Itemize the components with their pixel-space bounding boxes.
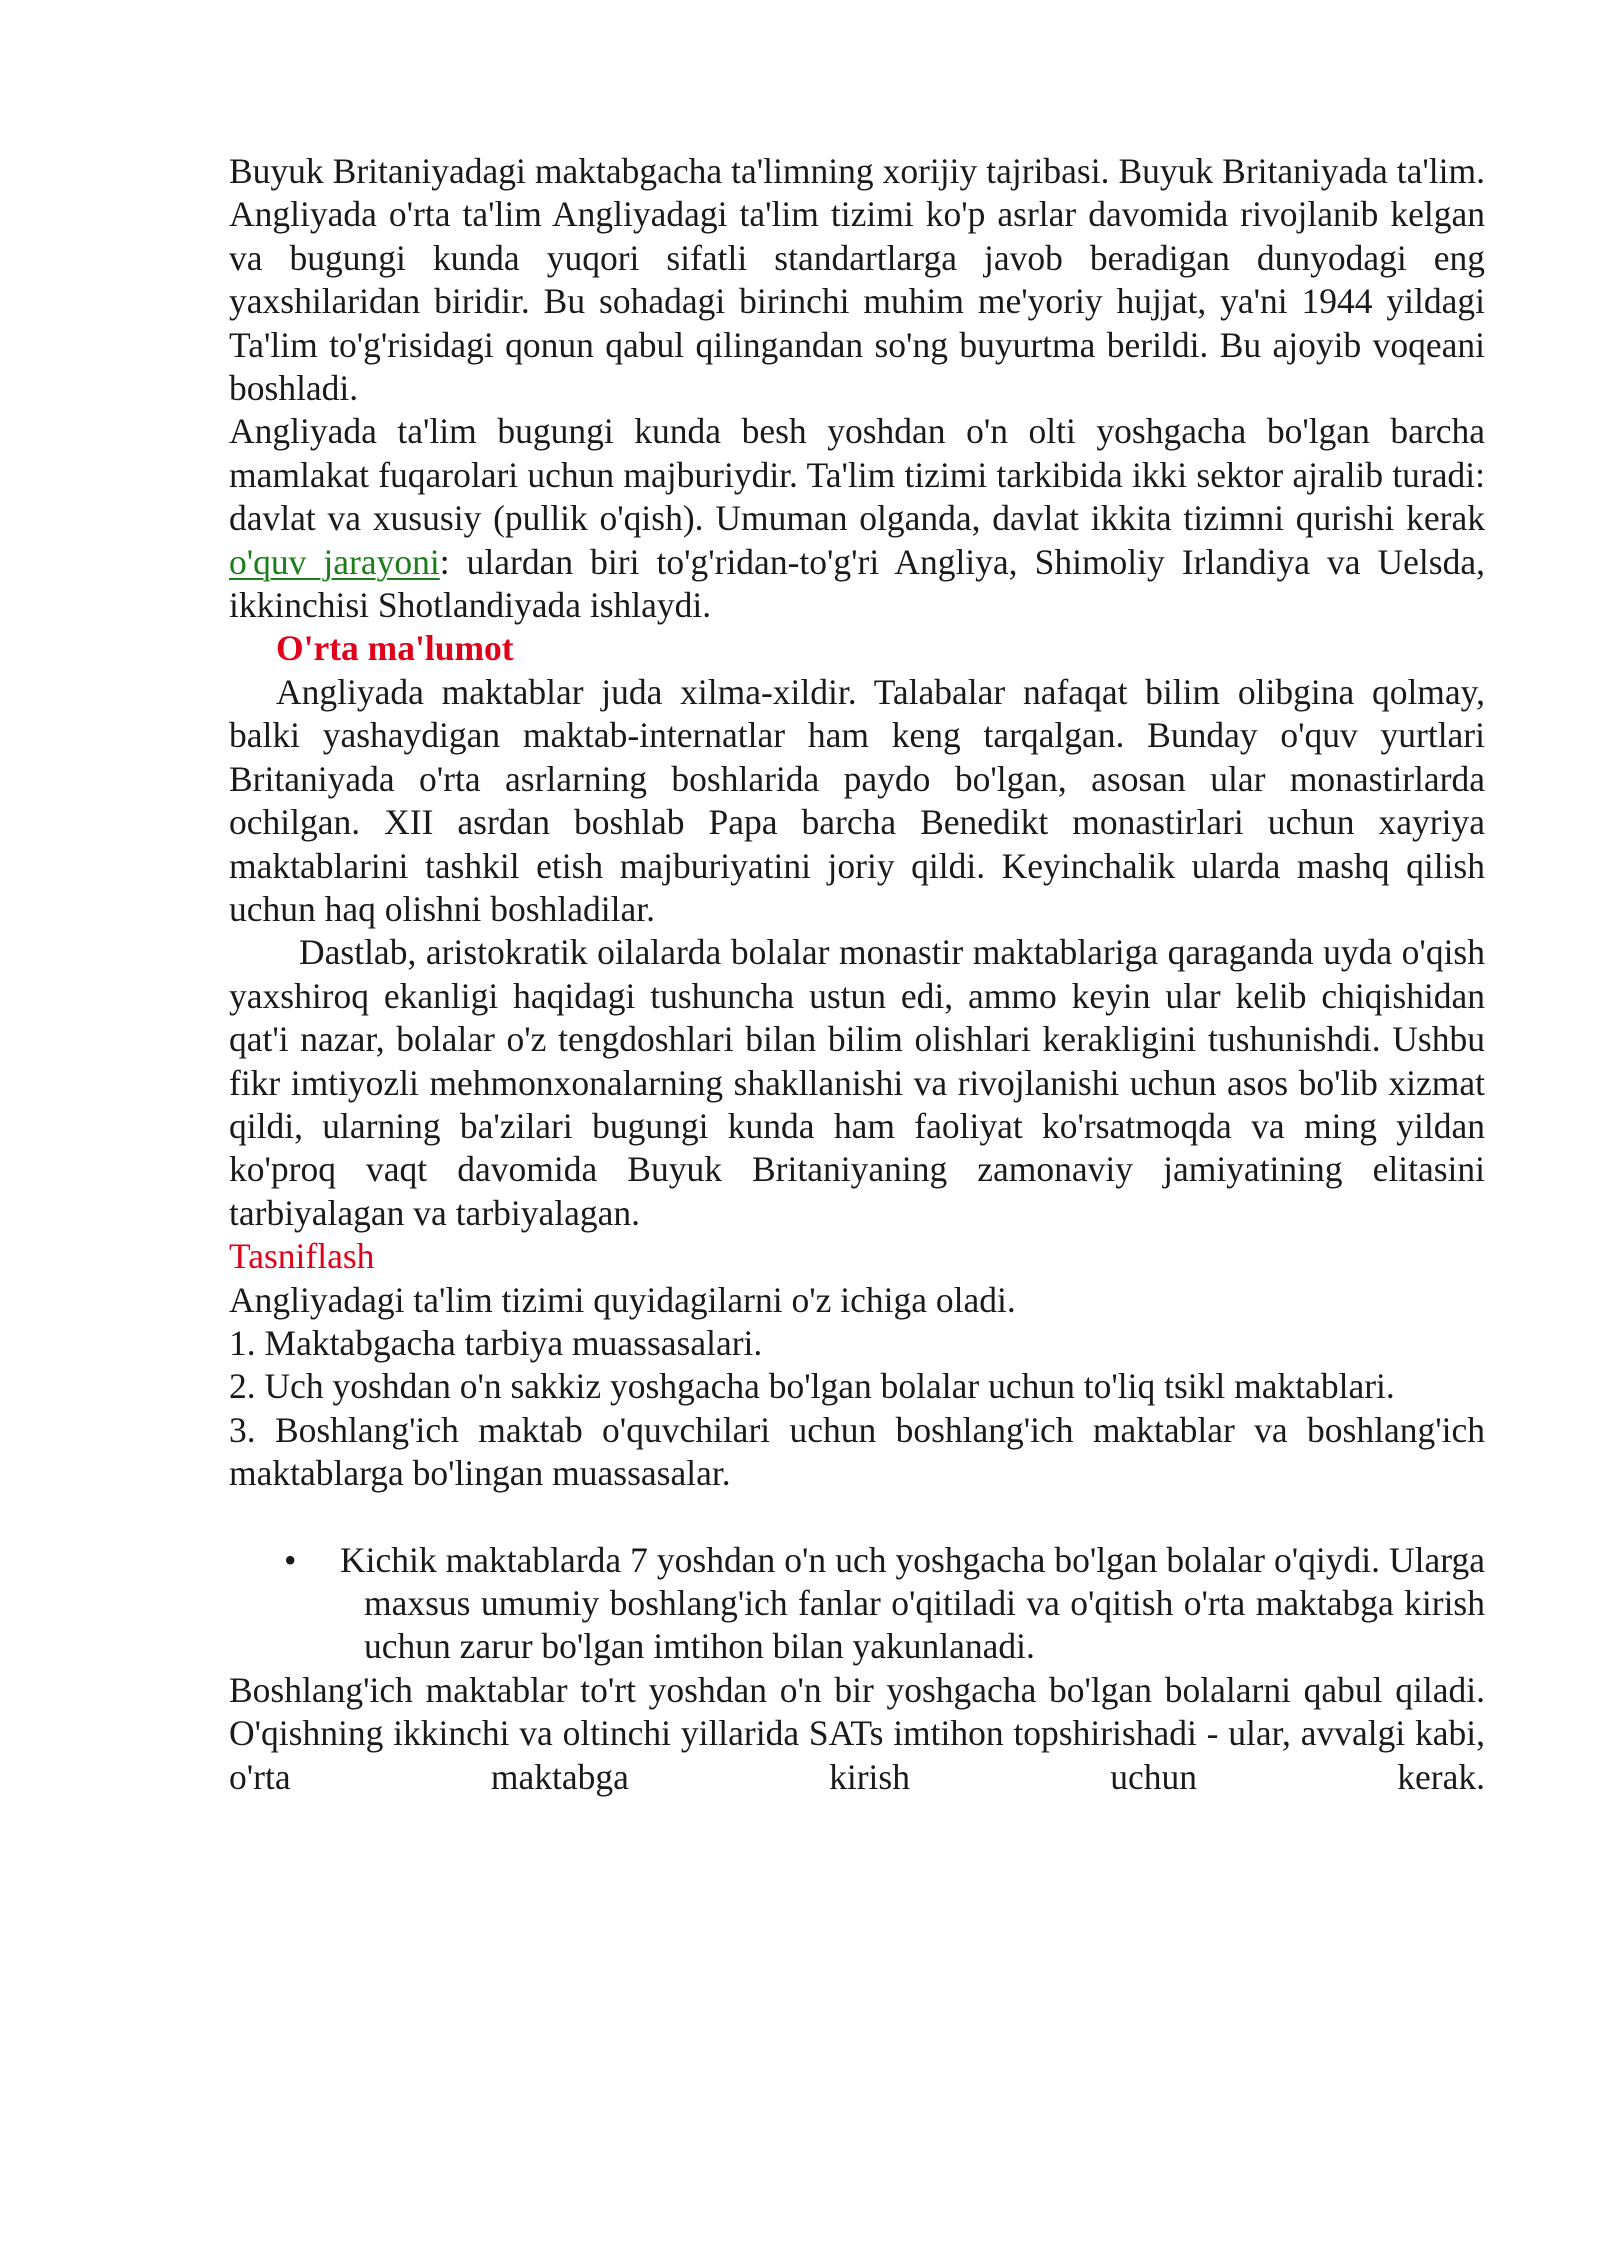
intro-paragraph-text: Buyuk Britaniyadagi maktabgacha ta'limning xorijiy tajribasi. Buyuk Britaniyada ta'lim. Angliyada o'rta ta'lim Angliyadagi ta'lim tizimi ko'p asrlar davomida rivojlanib kelgan va bugungi kunda yuqori sifatli standartlarga javob beradigan dunyodagi eng yaxshilaridan biridir. Bu sohadagi birinchi muhim me'yoriy hujjat, ya'ni 1944 yildagi Ta'lim to'g'risidagi qonun qabul qilingandan so'ng buyurtma berildi. Bu ajoyib voqeani boshladi.: [229, 151, 1485, 409]
education-paragraph: [229, 410, 1485, 627]
secondary-education-heading: O'rta ma'lumot: [276, 628, 514, 669]
bullet-paragraph-text: Kichik maktablarda 7 yoshdan o'n uch yoshgacha bo'lgan bolalar o'qiydi. Ularga maxsus umumiy boshlang'ich fanlar o'qitiladi va o'qitish o'rta maktabga kirish uchun zarur bo'lgan imtihon bilan yakunlanadi.: [340, 1539, 1485, 1667]
list-item: 2. Uch yoshdan o'n sakkiz yoshgacha bo'lgan bolalar uchun to'liq tsikl maktablari.: [229, 1366, 1395, 1407]
classification-heading: Tasniflash: [229, 1236, 375, 1277]
classification-intro: Angliyadagi ta'lim tizimi quyidagilarni o'z ichiga oladi.: [229, 1279, 1016, 1320]
schools-paragraph: Angliyada maktablar juda xilma-xildir. Talabalar nafaqat bilim olibgina qolmay, balki yashaydigan maktab-internatlar ham keng tarqalgan. Bunday o'quv yurtlari Britaniyada o'rta asrlarning boshlarida paydo bo'lgan, asosan ular monastirlarda ochilgan. XII asrdan boshlab Papa barcha Benedikt monastirlari uchun xayriya maktablarini tashkil etish majburiyatini joriy qildi. Keyinchalik ularda mashq qilish uchun haq olishni boshladilar.: [229, 671, 1485, 929]
education-paragraph-text: Angliyada ta'lim bugungi kunda besh yoshdan o'n olti yoshgacha bo'lgan barcha mamlakat fuqarolari uchun majburiydir. Ta'lim tizimi tarkibida ikki sektor ajralib turadi: davlat va xususiy (pullik o'qish). Umuman olganda, davlat ikkita tizimni qurishi kerak: [229, 411, 1485, 539]
education-paragraph-end: : ulardan biri to'g'ridan-to'g'ri Angliya, Shimoliy Irlandiya va Uelsda, ikkinchisi Shotlandiyada ishlaydi.: [229, 541, 1485, 626]
list-item: 1. Maktabgacha tarbiya muassasalari.: [229, 1322, 763, 1363]
primary-schools-paragraph: Boshlang'ich maktablar to'rt yoshdan o'n bir yoshgacha bo'lgan bolalarni qabul qiladi. O'qishning ikkinchi va oltinchi yillarida SATs imtihon topshirishadi - ular, avvalgi kabi, o'rta maktabga kirish uchun kerak.: [229, 1669, 1485, 1797]
document-body: [229, 150, 1485, 1799]
bullet-paragraph: [229, 1539, 1485, 1669]
bullet-icon: •: [284, 1539, 297, 1580]
aristocracy-paragraph: Dastlab, aristokratik oilalarda bolalar monastir maktablariga qaraganda uyda o'qish yaxshiroq ekanligi haqidagi tushuncha ustun edi, ammo keyin ular kelib chiqishidan qat'i nazar, bolalar o'z tengdoshlari bilan bilim olishlari kerakligini tushunishdi. Ushbu fikr imtiyozli mehmonxonalarning shakllanishi va rivojlanishi uchun asos bo'lib xizmat qildi, ularning ba'zilari bugungi kunda ham faoliyat ko'rsatmoqda va ming yildan ko'proq vaqt davomida Buyuk Britaniyaning zamonaviy jamiyatining elitasini tarbiyalagan va tarbiyalagan.: [229, 932, 1485, 1233]
list-item: 3. Boshlang'ich maktab o'quvchilari uchun boshlang'ich maktablar va boshlang'ich maktablarga bo'lingan muassasalar.: [229, 1409, 1485, 1494]
learning-process-link[interactable]: o'quv jarayoni: [229, 541, 440, 582]
intro-paragraph: [229, 150, 1485, 410]
